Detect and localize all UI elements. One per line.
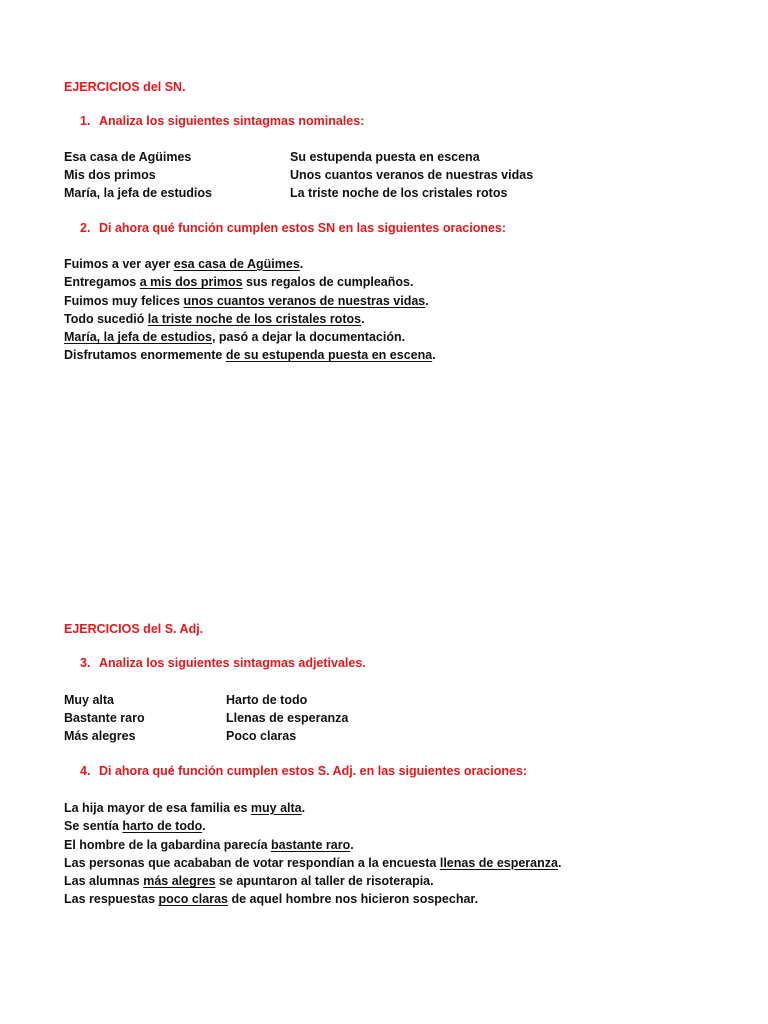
sentence-line	[64, 799, 561, 817]
phrase-item: La triste noche de los cristales rotos	[290, 185, 508, 200]
question-2-heading	[80, 221, 506, 235]
sentence-line	[64, 890, 561, 908]
sentence-text: , pasó a dejar la documentación.	[211, 330, 406, 345]
sentence-line	[64, 328, 436, 346]
underlined-phrase: unos cuantos veranos de nuestras vidas	[183, 293, 426, 308]
phrase-item: Llenas de esperanza	[226, 710, 349, 725]
sentence-text: Fuimos muy felices	[64, 293, 184, 308]
question-1-heading	[80, 114, 364, 128]
underlined-phrase: la triste noche de los cristales rotos	[147, 311, 362, 326]
sentence-text: .	[432, 348, 436, 363]
phrase-item: Mis dos primos	[64, 167, 156, 182]
sentence-list-sn	[64, 255, 436, 365]
sentence-text: Entregamos	[64, 275, 140, 290]
underlined-phrase: María, la jefa de estudios	[64, 330, 212, 345]
sentence-text: Las respuestas	[64, 892, 159, 907]
phrase-item: Harto de todo	[226, 693, 308, 707]
sentence-text: La hija mayor de esa familia es	[64, 801, 251, 815]
section-title-sn: EJERCICIOS del SN.	[64, 80, 186, 94]
underlined-phrase: bastante raro	[271, 837, 351, 852]
underlined-phrase: a mis dos primos	[139, 275, 243, 290]
sentence-line	[64, 872, 561, 890]
question-text: Di ahora qué función cumplen estos S. Adj. en las siguientes oraciones:	[99, 764, 528, 778]
sentence-line	[64, 854, 561, 872]
sentence-list-sadj	[64, 799, 561, 909]
phrase-item: María, la jefa de estudios	[64, 185, 212, 200]
sentence-text: Fuimos a ver ayer	[64, 257, 174, 271]
underlined-phrase: muy alta	[250, 801, 302, 815]
underlined-phrase: más alegres	[143, 874, 216, 889]
question-3-heading	[80, 656, 366, 670]
sentence-text: .	[557, 855, 562, 870]
sentence-text: se apuntaron al taller de risoterapia.	[215, 874, 434, 889]
sentence-text: El hombre de la gabardina parecía	[64, 837, 272, 852]
phrase-item: Bastante raro	[64, 710, 145, 725]
question-number: 1.	[80, 114, 91, 128]
sentence-line	[64, 817, 561, 835]
phrase-item: Su estupenda puesta en escena	[290, 150, 480, 164]
underlined-phrase: llenas de esperanza	[439, 855, 558, 870]
sentence-text: Disfrutamos enormemente	[64, 348, 226, 363]
sentence-line	[64, 255, 436, 273]
sentence-line	[64, 292, 436, 310]
question-4-heading	[80, 764, 527, 778]
phrase-item: Unos cuantos veranos de nuestras vidas	[290, 167, 534, 182]
sentence-text: de aquel hombre nos hicieron sospechar.	[227, 892, 479, 907]
sentence-text: .	[202, 819, 206, 834]
phrase-item: Poco claras	[226, 728, 297, 743]
sentence-text: Las alumnas	[64, 874, 144, 889]
question-text: Analiza los siguientes sintagmas adjetivales.	[99, 656, 366, 670]
section-title-sadj: EJERCICIOS del S. Adj.	[64, 622, 204, 636]
sentence-text: sus regalos de cumpleaños.	[242, 275, 414, 290]
question-text: Analiza los siguientes sintagmas nominales:	[99, 114, 365, 128]
sentence-line	[64, 346, 436, 364]
underlined-phrase: esa casa de Agüimes	[173, 257, 300, 271]
sentence-line	[64, 836, 561, 854]
sentence-text: .	[361, 311, 365, 326]
question-text: Di ahora qué función cumplen estos SN en las siguientes oraciones:	[99, 221, 507, 235]
question-number: 4.	[80, 764, 91, 778]
phrase-item: Muy alta	[64, 693, 115, 707]
sentence-text: .	[301, 801, 306, 815]
sentence-text: Todo sucedió	[64, 311, 148, 326]
question-number: 2.	[80, 221, 91, 235]
sentence-text: .	[350, 837, 354, 852]
phrase-item: Esa casa de Agüimes	[64, 150, 192, 164]
sentence-text: Las personas que acababan de votar respondían a la encuesta	[64, 855, 440, 870]
underlined-phrase: poco claras	[158, 892, 228, 907]
underlined-phrase: harto de todo	[122, 819, 203, 834]
question-number: 3.	[80, 656, 91, 670]
phrase-item: Más alegres	[64, 728, 136, 743]
sentence-line	[64, 273, 436, 291]
underlined-phrase: de su estupenda puesta en escena	[225, 348, 433, 363]
sentence-text: .	[425, 293, 429, 308]
sentence-text: .	[299, 257, 304, 271]
sentence-text: Se sentía	[64, 819, 123, 834]
sentence-line	[64, 310, 436, 328]
